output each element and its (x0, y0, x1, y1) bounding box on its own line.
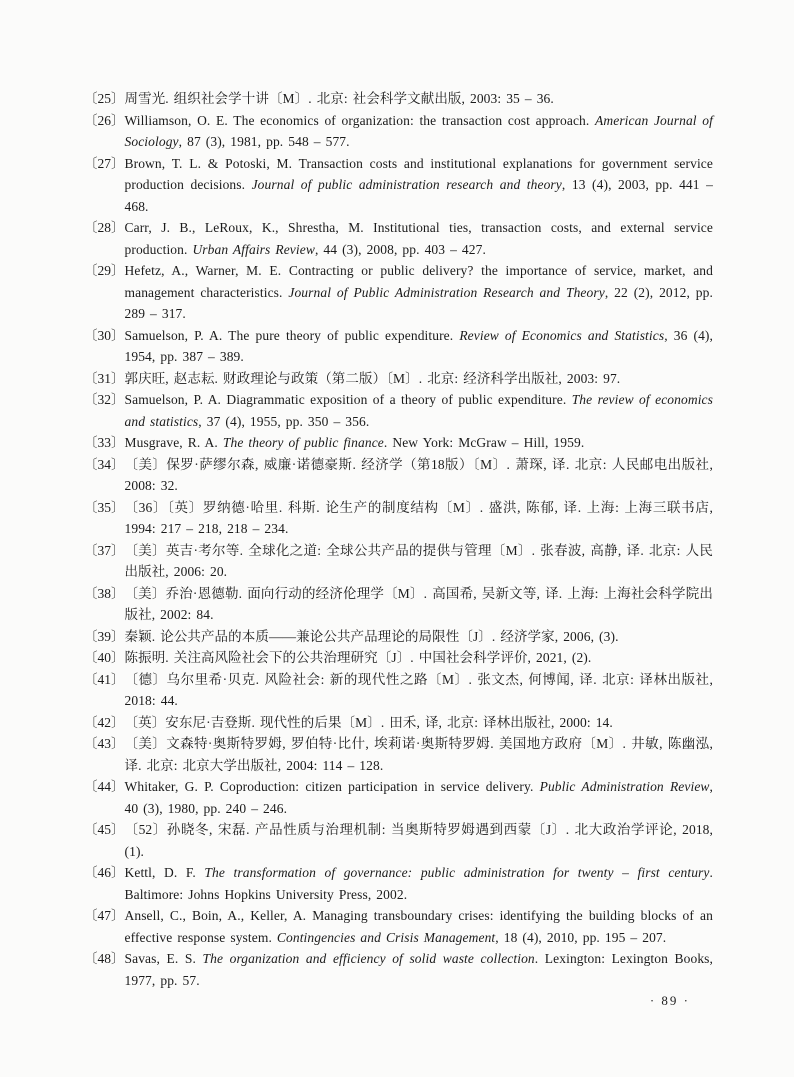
reference-item (84, 862, 713, 905)
reference-text: Carr, J. B., LeRoux, K., Shrestha, M. Institutional ties, transaction costs, and external service production. Urban Affairs Review, 44 (3), 2008, pp. 403 – 427. (124, 220, 713, 257)
reference-text: Whitaker, G. P. Coproduction: citizen participation in service delivery. Public Administration Review, 40 (3), 1980, pp. 240 – 246. (124, 779, 714, 816)
reference-number: 〔40〕 (84, 650, 125, 665)
reference-number: 〔39〕 (84, 628, 125, 644)
references-list (84, 88, 713, 991)
reference-item (84, 712, 713, 734)
reference-number: 〔28〕 (84, 220, 125, 235)
reference-number: 〔44〕 (84, 779, 125, 794)
reference-number: 〔41〕 (84, 671, 125, 687)
reference-item (84, 948, 713, 991)
reference-item (84, 819, 713, 862)
reference-item (84, 432, 713, 454)
reference-number: 〔30〕 (84, 327, 125, 343)
reference-item (84, 389, 713, 432)
reference-number: 〔27〕 (84, 155, 125, 171)
reference-number: 〔29〕 (84, 263, 125, 278)
reference-number: 〔48〕 (84, 951, 125, 966)
reference-text: Hefetz, A., Warner, M. E. Contracting or public delivery? the importance of service, market, and management characteristics. Journal of Public Administration Research and Theory, 22 (2), 2012, pp. 289 – 317. (124, 263, 713, 321)
reference-number: 〔38〕 (84, 585, 125, 601)
reference-text: 陈振明. 关注高风险社会下的公共治理研究〔J〕. 中国社会科学评价, 2021, (2). (124, 650, 592, 665)
reference-text: 郭庆旺, 赵志耘. 财政理论与政策（第二版）〔M〕. 北京: 经济科学出版社, 2003: 97. (124, 370, 621, 386)
reference-text: 〔52〕孙晓冬, 宋磊. 产品性质与治理机制: 当奥斯特罗姆遇到西蒙〔J〕. 北大政治学评论, 2018, (1). (124, 822, 713, 859)
reference-number: 〔25〕 (84, 91, 125, 106)
reference-item (84, 776, 713, 819)
reference-text: Samuelson, P. A. The pure theory of public expenditure. Review of Economics and Statistics, 36 (4), 1954, pp. 387 – 389. (124, 327, 713, 364)
reference-item (84, 217, 713, 260)
reference-number: 〔35〕 (84, 499, 125, 515)
reference-text: 〔美〕英吉·考尔等. 全球化之道: 全球公共产品的提供与管理〔M〕. 张春波, 高静, 译. 北京: 人民出版社, 2006: 20. (124, 542, 713, 579)
reference-number: 〔45〕 (84, 822, 125, 837)
reference-text: Savas, E. S. The organization and efficiency of solid waste collection. Lexington: Lexington Books, 1977, pp. 57. (124, 951, 713, 988)
reference-item (84, 540, 713, 583)
reference-item (84, 733, 713, 776)
reference-item (84, 88, 713, 110)
reference-text: 〔36〕〔英〕罗纳德·哈里. 科斯. 论生产的制度结构〔M〕. 盛洪, 陈郁, 译. 上海: 上海三联书店, 1994: 217 – 218, 218 – 234. (124, 499, 713, 536)
reference-item (84, 905, 713, 948)
reference-item (84, 325, 713, 368)
reference-number: 〔31〕 (84, 370, 125, 386)
reference-number: 〔37〕 (84, 542, 125, 558)
reference-text: Ansell, C., Boin, A., Keller, A. Managing transboundary crises: identifying the building blocks of an effective response system. Contingencies and Crisis Management, 18 (4), 2010, pp. 195 – 207. (124, 908, 713, 945)
reference-text: Samuelson, P. A. Diagrammatic exposition of a theory of public expenditure. The review of economics and statistics, 37 (4), 1955, pp. 350 – 356. (124, 392, 713, 429)
reference-item (84, 368, 713, 390)
reference-number: 〔46〕 (84, 865, 125, 880)
reference-text: Kettl, D. F. The transformation of governance: public administration for twenty – first century. Baltimore: Johns Hopkins University Press, 2002. (124, 865, 713, 902)
reference-text: 〔英〕安东尼·吉登斯. 现代性的后果〔M〕. 田禾, 译, 北京: 译林出版社, 2000: 14. (124, 714, 613, 730)
reference-text: Williamson, O. E. The economics of organization: the transaction cost approach. American Journal of Sociology, 87 (3), 1981, pp. 548 – 577. (124, 112, 713, 149)
reference-number: 〔33〕 (84, 435, 125, 450)
reference-text: Musgrave, R. A. The theory of public finance. New York: McGraw – Hill, 1959. (124, 435, 585, 450)
reference-item (84, 669, 713, 712)
reference-text: 〔美〕文森特·奥斯特罗姆, 罗伯特·比什, 埃莉诺·奥斯特罗姆. 美国地方政府〔M〕. 井敏, 陈幽泓, 译. 北京: 北京大学出版社, 2004: 114 – 128. (124, 736, 713, 773)
reference-number: 〔42〕 (84, 714, 125, 730)
reference-text: Brown, T. L. & Potoski, M. Transaction costs and institutional explanations for government service production decisions. Journal of public administration research and theory, 13 (4), 2003, pp. 441 – 468. (124, 155, 713, 214)
reference-item (84, 110, 713, 153)
reference-number: 〔47〕 (84, 908, 125, 923)
reference-text: 秦颖. 论公共产品的本质——兼论公共产品理论的局限性〔J〕. 经济学家, 2006, (3). (124, 628, 619, 644)
reference-number: 〔32〕 (84, 392, 125, 407)
reference-text: 〔美〕保罗·萨缪尔森, 威廉·诺德豪斯. 经济学（第18版）〔M〕. 萧琛, 译. 北京: 人民邮电出版社, 2008: 32. (124, 456, 713, 493)
reference-item (84, 626, 713, 648)
reference-number: 〔34〕 (84, 456, 125, 472)
reference-item (84, 454, 713, 497)
reference-number: 〔26〕 (84, 112, 125, 128)
reference-number: 〔43〕 (84, 736, 125, 751)
reference-item (84, 153, 713, 218)
reference-item (84, 260, 713, 325)
page-number: · 89 · (649, 993, 690, 1008)
reference-text: 周雪光. 组织社会学十讲〔M〕. 北京: 社会科学文献出版, 2003: 35 – 36. (124, 91, 554, 106)
reference-text: 〔德〕乌尔里希·贝克. 风险社会: 新的现代性之路〔M〕. 张文杰, 何博闻, 译. 北京: 译林出版社, 2018: 44. (124, 671, 713, 708)
reference-item (84, 497, 713, 540)
reference-item (84, 647, 713, 669)
reference-item (84, 583, 713, 626)
reference-text: 〔美〕乔治·恩德勒. 面向行动的经济伦理学〔M〕. 高国希, 吴新文等, 译. 上海: 上海社会科学院出版社, 2002: 84. (124, 585, 713, 622)
